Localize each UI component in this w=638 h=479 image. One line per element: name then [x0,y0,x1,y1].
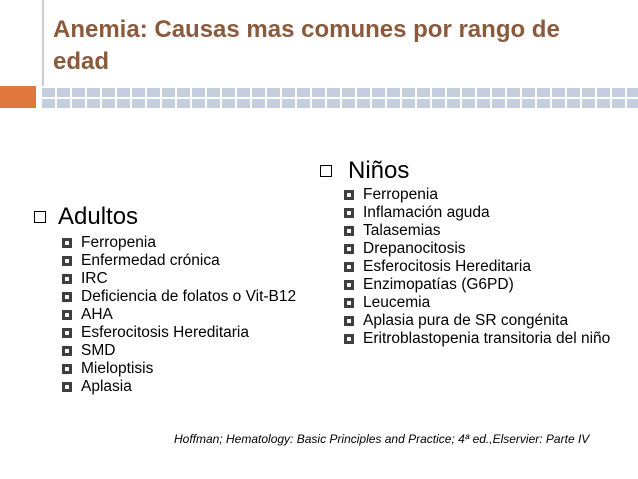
reference-citation: Hoffman; Hematology: Basic Principles and Practice; 4ª ed.,Elservier: Parte IV [174,432,590,446]
list-item-text: Talasemias [363,222,441,239]
checkbox-bullet-icon [320,165,332,177]
list-item-text: IRC [81,270,108,287]
list-item [62,288,334,306]
list-item-text: Leucemia [363,294,431,311]
list-item [344,258,630,276]
list-item-text: Deficiencia de folatos o Vit-B12 [81,288,297,305]
list-item-text: Aplasia pura de SR congénita [363,312,569,329]
children-heading-label: Niños [348,157,410,184]
square-bullet-icon [62,238,72,248]
square-bullet-icon [62,328,72,338]
children-section [320,156,630,348]
square-bullet-icon [344,226,354,236]
list-item-text: Ferropenia [363,186,438,203]
children-list [344,186,630,348]
list-item [344,222,630,240]
adults-heading-label: Adultos [58,203,139,230]
slide-title: Anemia: Causas mas comunes por rango de edad [53,16,560,75]
square-bullet-icon [344,244,354,254]
square-bullet-icon [62,292,72,302]
grid-pattern [40,86,638,108]
adults-heading [34,202,334,232]
list-item-text: Aplasia [81,378,132,395]
square-bullet-icon [344,262,354,272]
list-item-text: SMD [81,342,116,359]
adults-section [34,202,334,396]
accent-block [0,86,36,108]
checkbox-bullet-icon [34,211,46,223]
square-bullet-icon [344,208,354,218]
square-bullet-icon [344,334,354,344]
list-item [62,252,334,270]
square-bullet-icon [62,364,72,374]
square-bullet-icon [344,298,354,308]
list-item [62,378,334,396]
list-item-text: AHA [81,306,113,323]
list-item-text: Esferocitosis Hereditaria [81,324,249,341]
list-item-text: Mieloptisis [81,360,154,377]
list-item-text: Ferropenia [81,234,156,251]
list-item [344,312,630,330]
list-item [62,342,334,360]
list-item [62,360,334,378]
list-item-text: Eritroblastopenia transitoria del niño [363,330,611,347]
list-item [344,294,630,312]
list-item [62,306,334,324]
list-item [344,204,630,222]
square-bullet-icon [344,280,354,290]
list-item-text: Inflamación aguda [363,204,490,221]
list-item-text: Enfermedad crónica [81,252,220,269]
square-bullet-icon [344,316,354,326]
list-item [62,324,334,342]
square-bullet-icon [62,310,72,320]
list-item [344,186,630,204]
square-bullet-icon [62,346,72,356]
square-bullet-icon [62,256,72,266]
adults-list [62,234,334,396]
children-heading [320,156,630,186]
list-item-text: Drepanocitosis [363,240,466,257]
square-bullet-icon [62,274,72,284]
list-item-text: Enzimopatías (G6PD) [363,276,514,293]
list-item [344,330,630,348]
list-item-text: Esferocitosis Hereditaria [363,258,531,275]
list-item [344,276,630,294]
list-item [62,234,334,252]
decorative-band [0,86,638,108]
title-area [42,0,638,86]
square-bullet-icon [344,190,354,200]
square-bullet-icon [62,382,72,392]
list-item [62,270,334,288]
list-item [344,240,630,258]
